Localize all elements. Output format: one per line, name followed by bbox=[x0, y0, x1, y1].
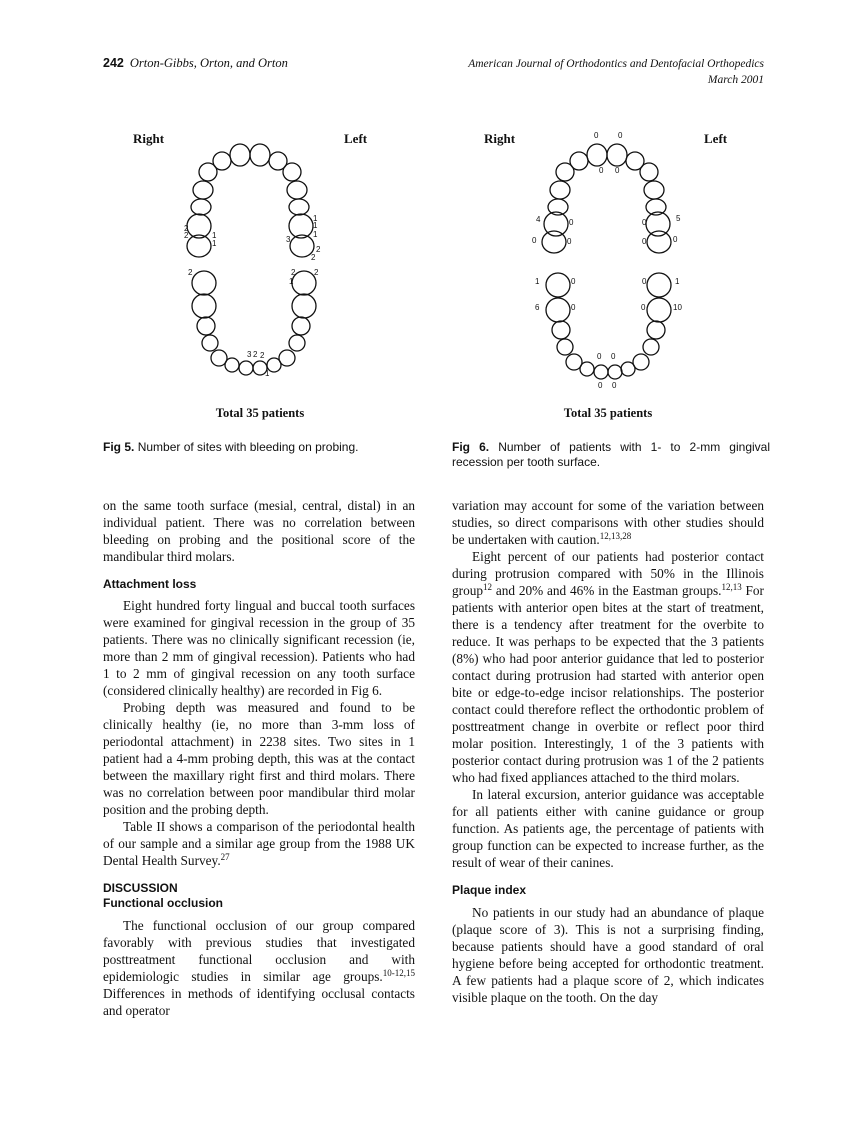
caption-text: Number of sites with bleeding on probing. bbox=[137, 440, 359, 454]
citation-ref: 12,13,28 bbox=[599, 531, 632, 541]
paragraph: Probing depth was measured and found to be clinically healthy (ie, no more than 3-mm loss of periodontal attachment) in 2238 sites. Two sites in 1 patient had a 4-mm probing depth, this was at the contact between the maxillary right first and third molars. There was no correlation between poor mandibular third molar position and the probing depth. bbox=[103, 700, 415, 817]
svg-text:0: 0 bbox=[571, 277, 576, 286]
author-list: Orton-Gibbs, Orton, and Orton bbox=[129, 56, 288, 70]
paragraph: No patients in our study had an abundance of plaque (plaque score of 3). This is not a surprising finding, because patients should have a good standard of oral hygiene before being accepted for orthodontic treatment. A few patients had a plaque score of 2, which indicates visible plaque on the tooth. On the day bbox=[452, 905, 764, 1005]
paragraph-text: and 20% and 46% in the Eastman groups. bbox=[492, 583, 722, 598]
svg-text:2: 2 bbox=[291, 268, 296, 277]
svg-text:2: 2 bbox=[188, 268, 193, 277]
paragraph-text: Eight percent of our patients had posterior contact during protrusion compared with 50% in the Illinois group bbox=[452, 549, 764, 598]
svg-text:2: 2 bbox=[184, 224, 189, 233]
svg-text:0: 0 bbox=[618, 131, 623, 140]
section-heading-attachment-loss: Attachment loss bbox=[103, 577, 197, 591]
label-left: Left bbox=[344, 131, 368, 146]
section-heading-discussion: DISCUSSION bbox=[103, 881, 178, 895]
citation-ref: 27 bbox=[220, 852, 230, 862]
svg-text:0: 0 bbox=[569, 218, 574, 227]
label-left: Left bbox=[704, 131, 728, 146]
svg-text:1: 1 bbox=[313, 214, 318, 223]
svg-text:5: 5 bbox=[676, 214, 681, 223]
subsection-heading-plaque-index: Plaque index bbox=[452, 883, 527, 897]
body-right-column bbox=[452, 497, 764, 1006]
paragraph-text: Table II shows a comparison of the periodontal health of our sample and a similar age group from the 1988 UK Dental Health Survey. bbox=[103, 819, 415, 868]
issue-date: March 2001 bbox=[707, 74, 764, 86]
svg-text:0: 0 bbox=[567, 237, 572, 246]
subsection-heading-functional-occlusion: Functional occlusion bbox=[103, 896, 224, 910]
running-header-left bbox=[103, 56, 288, 71]
svg-text:0: 0 bbox=[673, 235, 678, 244]
svg-text:1: 1 bbox=[212, 231, 217, 240]
caption-text: Number of patients with 1- to 2-mm gingival recession per tooth surface. bbox=[452, 440, 770, 469]
citation-ref: 12 bbox=[483, 582, 493, 592]
svg-text:0: 0 bbox=[571, 303, 576, 312]
paragraph bbox=[452, 497, 764, 548]
figure-6-caption bbox=[452, 440, 770, 470]
paragraph bbox=[103, 818, 415, 869]
svg-text:0: 0 bbox=[642, 218, 647, 227]
running-header-right bbox=[468, 56, 764, 88]
svg-text:1: 1 bbox=[289, 277, 294, 286]
svg-text:6: 6 bbox=[535, 303, 540, 312]
tooth-arch-diagram-icon bbox=[448, 125, 768, 405]
svg-text:3: 3 bbox=[286, 235, 291, 244]
svg-text:1: 1 bbox=[212, 239, 217, 248]
paragraph bbox=[103, 917, 415, 1019]
svg-text:0: 0 bbox=[611, 352, 616, 361]
paragraph bbox=[452, 548, 764, 786]
label-right: Right bbox=[133, 131, 165, 146]
svg-text:4: 4 bbox=[536, 215, 541, 224]
svg-text:0: 0 bbox=[642, 277, 647, 286]
paragraph: Eight hundred forty lingual and buccal tooth surfaces were examined for gingival recession in the group of 35 patients. There was no clinically significant recession (ie, more than 2 mm of gingival recession). Patients who had 1 to 2 mm of gingival recession on any tooth surface (considered clinically healthy) are recorded in Fig 6. bbox=[103, 598, 415, 698]
svg-text:0: 0 bbox=[641, 303, 646, 312]
svg-text:0: 0 bbox=[599, 166, 604, 175]
svg-text:0: 0 bbox=[532, 236, 537, 245]
svg-text:1: 1 bbox=[535, 277, 540, 286]
figure-6-total: Total 35 patients bbox=[563, 406, 653, 420]
svg-text:2: 2 bbox=[314, 268, 319, 277]
label-right: Right bbox=[484, 131, 516, 146]
svg-text:2: 2 bbox=[311, 253, 316, 262]
svg-text:0: 0 bbox=[598, 381, 603, 390]
caption-label: Fig 5. bbox=[103, 440, 135, 454]
svg-text:2: 2 bbox=[253, 350, 258, 359]
svg-text:2: 2 bbox=[316, 245, 321, 254]
svg-text:1: 1 bbox=[675, 277, 680, 286]
paragraph-text: For patients with anterior open bites at the start of treatment, there is a tendency after treatment for the overbite to reduce. It was perhaps to be expected that the 3 patients (8%) who had poor anterior guidance that led to posterior contact during protrusion had started with anterior open bite or edge-to-edge incisor relationships. The posterior contact could therefore reflect the orthodontic problem of posttreatment change in overbite or reflect poor third molar position. Interestingly, 1 of the 3 patients with posterior contact during protrusion was 1 of the 2 patients who had fixed appliances attached to the third molars. bbox=[452, 583, 764, 785]
figure-5-caption bbox=[103, 440, 421, 455]
paragraph: In lateral excursion, anterior guidance was acceptable for all patients either with canine guidance or group function. As patients age, the percentage of patients with group function can be expected to increase further, as the result of wear of their canines. bbox=[452, 787, 764, 870]
svg-text:0: 0 bbox=[642, 237, 647, 246]
svg-text:10: 10 bbox=[673, 303, 682, 312]
svg-text:2: 2 bbox=[184, 231, 189, 240]
paragraph-text: variation may account for some of the variation between studies, so direct comparisons with other studies should be undertaken with caution. bbox=[452, 498, 764, 547]
figure-6-dental-chart bbox=[448, 125, 768, 425]
figure-5-total: Total 35 patients bbox=[215, 406, 305, 420]
paragraph-text: Differences in methods of identifying occlusal contacts and operator bbox=[103, 986, 415, 1018]
paragraph: on the same tooth surface (mesial, central, distal) in an individual patient. There was no correlation between bleeding on probing and the positional score of the mandibular third molars. bbox=[103, 498, 415, 564]
svg-text:0: 0 bbox=[597, 352, 602, 361]
svg-text:3: 3 bbox=[247, 350, 252, 359]
body-left-column bbox=[103, 497, 415, 1019]
citation-ref: 10-12,15 bbox=[382, 968, 415, 978]
caption-label: Fig 6. bbox=[452, 440, 490, 454]
paragraph-text: The functional occlusion of our group compared favorably with previous studies that investigated posttreatment functional occlusion and with epidemiologic studies in similar age groups. bbox=[103, 918, 415, 984]
svg-text:1: 1 bbox=[313, 221, 318, 230]
svg-text:1: 1 bbox=[313, 230, 318, 239]
svg-text:2: 2 bbox=[260, 351, 265, 360]
svg-text:0: 0 bbox=[612, 381, 617, 390]
svg-text:0: 0 bbox=[615, 166, 620, 175]
page-number: 242 bbox=[103, 56, 124, 70]
journal-name: American Journal of Orthodontics and Dentofacial Orthopedics bbox=[468, 58, 764, 70]
svg-text:0: 0 bbox=[594, 131, 599, 140]
tooth-arch-diagram-icon bbox=[100, 125, 420, 405]
svg-text:1: 1 bbox=[265, 369, 270, 378]
citation-ref: 12,13 bbox=[721, 582, 742, 592]
figure-5-dental-chart bbox=[100, 125, 420, 425]
